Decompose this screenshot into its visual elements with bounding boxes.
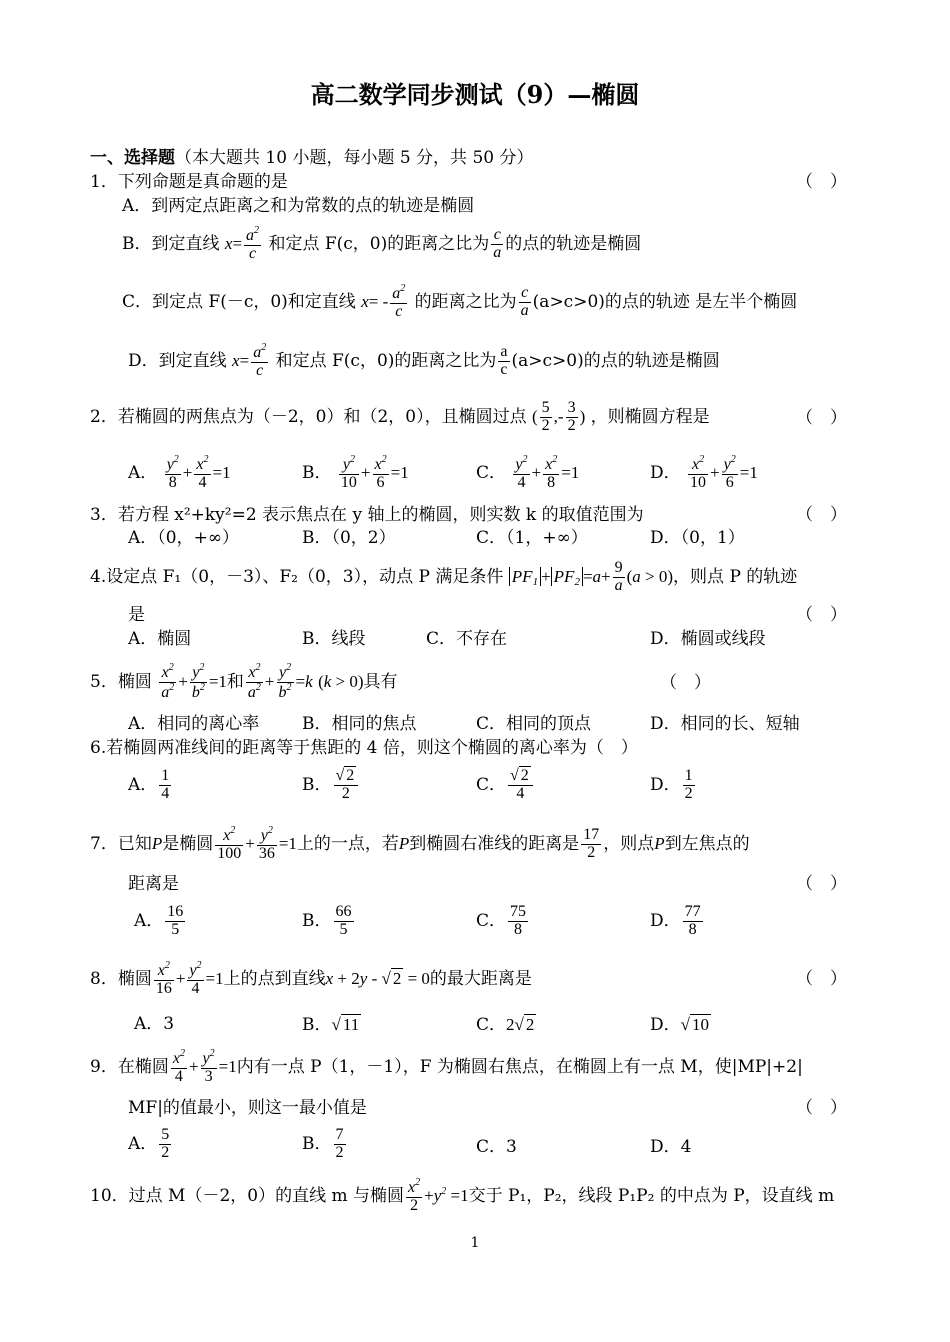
math-formula: x bbox=[224, 233, 233, 253]
question-text: 若椭圆两准线间的距离等于焦距的 4 倍，则这个椭圆的离心率为 bbox=[106, 738, 587, 758]
q4-option-d: D．椭圆或线段 bbox=[650, 629, 766, 649]
math-formula: $\frac{x^2}{4}$ bbox=[172, 1048, 185, 1085]
option-label: B． bbox=[302, 462, 332, 483]
answer-paren: （ ） bbox=[796, 1098, 847, 1118]
q7-option-c bbox=[476, 904, 530, 939]
math-formula: = bbox=[239, 350, 250, 370]
option-label: B． bbox=[302, 774, 332, 795]
q9-option-d: D．4 bbox=[650, 1137, 692, 1157]
math-formula: x bbox=[232, 350, 240, 370]
q6-option-b bbox=[302, 768, 360, 803]
option-label: A． bbox=[128, 774, 158, 795]
option-text: 的点的轨迹是椭圆 bbox=[505, 233, 642, 254]
question-text: 上的点到直线 bbox=[223, 968, 326, 989]
question-text: 到左焦点的 bbox=[664, 833, 750, 854]
q7-option-a bbox=[134, 904, 187, 939]
q6-option-c bbox=[476, 768, 535, 803]
section-note: （本大题共 10 小题，每小题 5 分，共 50 分） bbox=[175, 148, 534, 168]
option-label: C． bbox=[476, 910, 507, 931]
question-4-stem: 4.设定点 F₁（0，－3）、F₂（0，3），动点 P 满足条件 $PF_1 + PF_2 =a+$ $\frac{9}{a}$ (a > 0)，则点 P 的轨迹 bbox=[90, 559, 798, 594]
question-number: 5． bbox=[90, 671, 118, 692]
q2-option-d: D． $\frac{x^2}{10}$ + $\frac{y^2}{6}$ =1 bbox=[650, 454, 758, 491]
math-formula: $\frac{y^2}{b^2}$ bbox=[278, 662, 292, 701]
question-text: 和 bbox=[226, 671, 244, 692]
answer-paren: （ ） bbox=[796, 605, 847, 625]
option-label: C． bbox=[476, 462, 507, 483]
section-heading bbox=[90, 150, 534, 167]
math-formula: $\frac{x^2}{6}$ bbox=[374, 454, 387, 491]
math-formula: $\frac{y^2}{4}$ bbox=[515, 454, 528, 491]
math-formula: $\frac{x^2}{4}$ bbox=[196, 454, 209, 491]
option-label: D． bbox=[650, 1015, 681, 1035]
question-number: 3． bbox=[90, 505, 118, 525]
fraction-a2-over-c: $\frac{a^2}{c}$ bbox=[253, 342, 267, 379]
math-formula: √ 10 bbox=[680, 1015, 709, 1034]
q8-option-a: A．3 bbox=[134, 1014, 175, 1034]
q5-option-c: C．相同的顶点 bbox=[476, 714, 592, 734]
question-text: 椭圆 bbox=[117, 968, 152, 989]
question-5-stem: 5．椭圆 $\frac{x^2}{a^2}$ + $\frac{y^2}{b^2}$ =1和 $\frac{x^2}{a^2}$ + $\frac{y^2}{b^2}$ =k (k > 0)具有 bbox=[90, 662, 398, 701]
q4-option-a: A．椭圆 bbox=[128, 629, 192, 649]
q2-option-c: C． $\frac{y^2}{4}$ + $\frac{x^2}{8}$ =1 bbox=[476, 454, 580, 491]
option-text: (a>c>0)的点的轨迹是椭圆 bbox=[511, 350, 720, 371]
fraction-5-over-2: $\frac{5}{2}$ bbox=[541, 399, 550, 434]
question-text: 过点 M（－2，0）的直线 m 与椭圆 bbox=[128, 1185, 405, 1206]
page-number: 1 bbox=[470, 1235, 480, 1251]
q9-option-b bbox=[302, 1127, 348, 1162]
fraction-1-over-4: $\frac{1}{4}$ bbox=[161, 767, 170, 802]
fraction-a2-over-c: $\frac{a^2}{c}$ bbox=[246, 225, 260, 262]
fraction-a-over-c: $\frac{a}{c}$ bbox=[500, 343, 508, 378]
fraction-c-over-a: $\frac{c}{a}$ bbox=[520, 284, 529, 319]
question-number: 7． bbox=[90, 833, 118, 854]
q1-option-b bbox=[122, 226, 641, 263]
math-formula: $PF_1$ bbox=[509, 567, 541, 586]
question-text: 下列命题是真命题的是 bbox=[117, 172, 288, 192]
fraction-75-over-8: $\frac{75}{8}$ bbox=[510, 903, 527, 938]
question-text: 上的一点，若 bbox=[296, 833, 399, 854]
math-formula: $\frac{x^2}{16}$ bbox=[155, 960, 172, 997]
math-formula: $\frac{y^2}{b^2}$ bbox=[191, 662, 205, 701]
question-number: 2． bbox=[90, 406, 118, 427]
fraction-66-over-5: $\frac{66}{5}$ bbox=[335, 903, 352, 938]
q3-option-b: B．（0，2） bbox=[302, 528, 396, 548]
question-7-stem: 7．已知P是椭圆 $\frac{x^2}{100}$ + $\frac{y^2}{36}$ =1上的一点，若P到椭圆右准线的距离是 $\frac{17}{2}$ ，则点P到左焦点的 bbox=[90, 825, 750, 862]
fraction-c-over-a: $\frac{c}{a}$ bbox=[493, 226, 502, 261]
math-formula: $\frac{y^2}{8}$ bbox=[166, 454, 179, 491]
question-2-stem bbox=[90, 400, 710, 435]
question-text: 已知 bbox=[117, 833, 152, 854]
question-text: 内有一点 P（1，－1），F 为椭圆右焦点，在椭圆上有一点 M，使|MP|+2| bbox=[236, 1056, 803, 1077]
fraction-3-over-2: $\frac{3}{2}$ bbox=[567, 399, 576, 434]
option-label: D． bbox=[650, 774, 681, 795]
math-formula: $PF_2$ bbox=[551, 567, 583, 586]
q3-option-d: D．（0，1） bbox=[650, 528, 745, 548]
question-text: 具有 bbox=[363, 671, 398, 692]
question-number: 10． bbox=[90, 1185, 129, 1206]
math-formula: ,- bbox=[553, 406, 564, 426]
option-text: C．到定点 F(－c，0)和定直线 bbox=[122, 291, 356, 312]
q1-option-c bbox=[122, 284, 797, 321]
q5-option-a: A．相同的离心率 bbox=[128, 714, 260, 734]
fraction-16-over-5: $\frac{16}{5}$ bbox=[167, 903, 184, 938]
fraction-sqrt2-over-2: $\frac{√ 2}{2}$ bbox=[334, 768, 359, 803]
math-formula: $\frac{y^2}{36}$ bbox=[258, 825, 275, 862]
answer-paren: （ ） bbox=[796, 505, 847, 525]
q5-option-b: B．相同的焦点 bbox=[302, 714, 417, 734]
option-label: B． bbox=[302, 1015, 332, 1035]
math-formula: √ 2 bbox=[514, 1015, 535, 1034]
math-formula: $\frac{x^2}{10}$ bbox=[690, 454, 707, 491]
math-formula: $\frac{x^2}{a^2}$ bbox=[247, 662, 261, 701]
fraction-sqrt2-over-4: $\frac{√ 2}{4}$ bbox=[508, 768, 533, 803]
question-4-stem-cont: 是 bbox=[128, 605, 145, 625]
q2-option-a: A． $\frac{y^2}{8}$ + $\frac{x^2}{4}$ =1 bbox=[128, 454, 231, 491]
question-number: 4. bbox=[90, 566, 107, 587]
answer-paren: （ ） bbox=[796, 969, 847, 989]
math-formula: = - bbox=[368, 291, 389, 311]
fraction-5-over-2: $\frac{5}{2}$ bbox=[161, 1126, 170, 1161]
math-formula: ) bbox=[579, 406, 586, 426]
question-text: 交于 P₁，P₂，线段 P₁P₂ 的中点为 P，设直线 m bbox=[468, 1185, 835, 1206]
fraction-17-over-2: $\frac{17}{2}$ bbox=[583, 826, 600, 861]
option-label: C． bbox=[476, 774, 507, 795]
math-formula: $\frac{y^2}{4}$ bbox=[189, 960, 202, 997]
option-text: 和定点 F(c，0)的距离之比为 bbox=[268, 233, 490, 254]
question-6-stem bbox=[90, 740, 638, 757]
question-1-stem bbox=[90, 174, 288, 191]
question-text: 椭圆 bbox=[117, 671, 152, 692]
fraction-1-over-2: $\frac{1}{2}$ bbox=[684, 767, 693, 802]
option-label: C． bbox=[476, 1015, 507, 1035]
question-number: 1． bbox=[90, 172, 118, 192]
option-label: D． bbox=[650, 910, 681, 931]
math-formula: $\frac{x^2}{8}$ bbox=[545, 454, 558, 491]
math-formula: $\frac{x^2}{2}$ bbox=[408, 1177, 421, 1214]
math-formula: $\frac{y^2}{6}$ bbox=[723, 454, 736, 491]
page-title: 高二数学同步测试（9）—椭圆 bbox=[310, 80, 640, 109]
answer-paren: （ ） bbox=[796, 874, 847, 894]
option-label: D． bbox=[650, 462, 681, 483]
q1-option-a: A．到两定点距离之和为常数的点的轨迹是椭圆 bbox=[122, 196, 475, 216]
math-formula: $\frac{x^2}{100}$ bbox=[217, 825, 242, 862]
question-10-stem: 10．过点 M（－2，0）的直线 m 与椭圆 $\frac{x^2}{2}$ $+y^2 =1$交于 P₁，P₂，线段 P₁P₂ 的中点为 P，设直线 m bbox=[90, 1177, 835, 1214]
q7-option-b bbox=[302, 904, 356, 939]
question-text: 是椭圆 bbox=[162, 833, 214, 854]
q7-option-d bbox=[650, 904, 705, 939]
answer-paren: （ ） bbox=[796, 408, 847, 428]
option-text: 和定点 F(c，0)的距离之比为 bbox=[275, 350, 497, 371]
math-formula: $\frac{x^2}{a^2}$ bbox=[161, 662, 175, 701]
fraction-a2-over-c: $\frac{a^2}{c}$ bbox=[392, 283, 406, 320]
fraction-7-over-2: $\frac{7}{2}$ bbox=[335, 1126, 344, 1161]
math-formula: ( bbox=[532, 406, 538, 426]
q3-option-a: A．（0，+∞） bbox=[128, 528, 239, 548]
q4-option-b: B．线段 bbox=[302, 629, 366, 649]
q8-option-b bbox=[302, 1016, 361, 1034]
question-9-stem-cont: MF|的值最小，则这一最小值是 bbox=[128, 1098, 367, 1118]
question-text: 在椭圆 bbox=[117, 1056, 169, 1077]
math-formula: $\frac{y^2}{10}$ bbox=[340, 454, 357, 491]
q3-option-c: C．（1，+∞） bbox=[476, 528, 588, 548]
option-label: A． bbox=[128, 462, 158, 483]
answer-paren: （ ） bbox=[796, 172, 847, 192]
q9-option-c: C．3 bbox=[476, 1137, 517, 1157]
question-3-stem bbox=[90, 507, 644, 524]
option-label: A． bbox=[128, 1133, 158, 1154]
question-text: 若椭圆的两焦点为（－2，0）和（2，0），且椭圆过点 bbox=[117, 406, 527, 427]
q2-option-b: B． $\frac{y^2}{10}$ + $\frac{x^2}{6}$ =1 bbox=[302, 454, 409, 491]
question-number: 8． bbox=[90, 968, 118, 989]
question-text: 若方程 x²+ky²=2 表示焦点在 y 轴上的椭圆，则实数 k 的取值范围为 bbox=[117, 505, 644, 525]
question-text: ，则点 bbox=[603, 833, 655, 854]
option-text: (a>c>0)的点的轨迹 是左半个椭圆 bbox=[532, 291, 798, 312]
q5-option-d: D．相同的长、短轴 bbox=[650, 714, 800, 734]
answer-paren: （ ） bbox=[586, 738, 638, 758]
option-text: 的距离之比为 bbox=[414, 291, 517, 312]
question-text: 的最大距离是 bbox=[429, 968, 532, 989]
question-text: 设定点 F₁（0，－3）、F₂（0，3），动点 P 满足条件 bbox=[106, 566, 504, 587]
question-8-stem: 8．椭圆 $\frac{x^2}{16}$ + $\frac{y^2}{4}$ =1上的点到直线x + 2y - √ 2 = 0的最大距离是 bbox=[90, 960, 532, 997]
section-label: 一、选择题 bbox=[90, 148, 175, 168]
math-formula: = bbox=[232, 233, 243, 253]
q6-option-d bbox=[650, 768, 697, 803]
answer-paren: （ ） bbox=[660, 673, 711, 693]
q1-option-d bbox=[128, 343, 720, 380]
math-formula: x bbox=[361, 291, 369, 311]
question-9-stem: 9．在椭圆 $\frac{x^2}{4}$ + $\frac{y^2}{3}$ =1内有一点 P（1，－1），F 为椭圆右焦点，在椭圆上有一点 M，使|MP|+2| bbox=[90, 1048, 803, 1085]
q9-option-a bbox=[128, 1127, 173, 1162]
math-formula: √ 11 bbox=[331, 1015, 360, 1034]
question-number: 9． bbox=[90, 1056, 118, 1077]
question-7-stem-cont: 距离是 bbox=[128, 874, 179, 894]
fraction-77-over-8: $\frac{77}{8}$ bbox=[684, 903, 701, 938]
option-label: A． bbox=[134, 910, 164, 931]
q4-option-c: C．不存在 bbox=[426, 629, 508, 649]
q6-option-a bbox=[128, 768, 173, 803]
option-text: B．到定直线 bbox=[122, 233, 220, 254]
question-text: ，则点 P 的轨迹 bbox=[673, 566, 798, 587]
fraction-9-over-a: $\frac{9}{a}$ bbox=[614, 559, 623, 594]
question-text: 到椭圆右准线的距离是 bbox=[409, 833, 580, 854]
option-text: D．到定直线 bbox=[128, 350, 227, 371]
question-number: 6. bbox=[90, 738, 107, 758]
q8-option-c: C．2√ 2 bbox=[476, 1015, 535, 1035]
option-label: B． bbox=[302, 910, 332, 931]
option-label: B． bbox=[302, 1133, 332, 1154]
math-formula: √ 2 bbox=[381, 968, 402, 988]
q8-option-d bbox=[650, 1016, 711, 1034]
math-formula: $\frac{y^2}{3}$ bbox=[202, 1048, 215, 1085]
question-text: ，则椭圆方程是 bbox=[590, 406, 710, 427]
